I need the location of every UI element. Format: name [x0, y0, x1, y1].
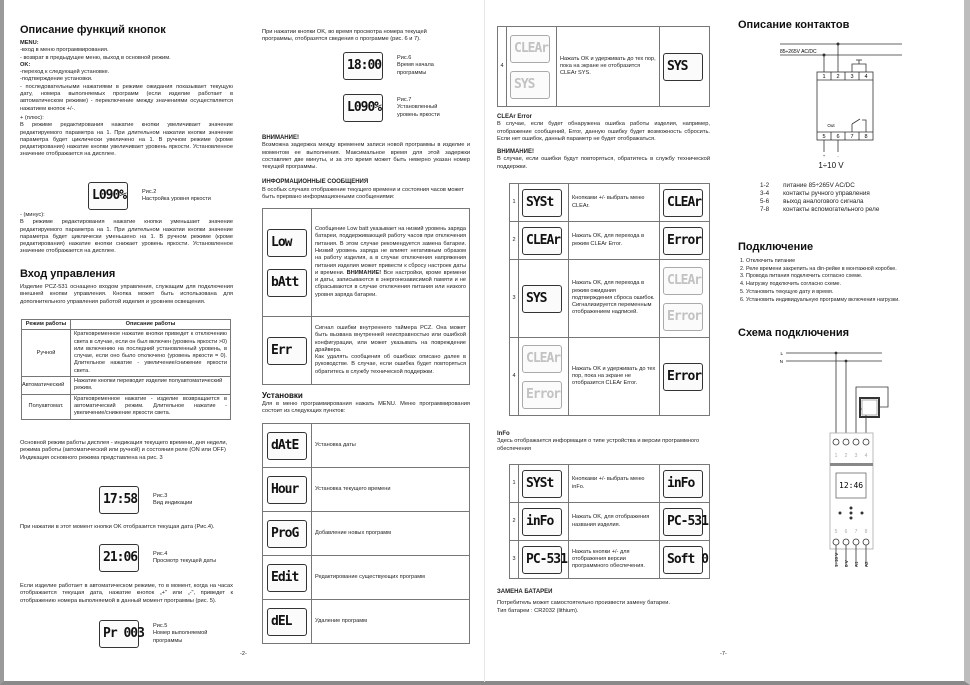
table-row	[510, 184, 710, 222]
lcd-display: SYS	[510, 71, 550, 99]
figure-5	[99, 620, 213, 648]
auto-mode-text: Если изделие работает в автоматическом режиме, то в момент, когда на часах отображается текущая дата, нажатие кнопок „+" или „-", приведет к отображению номера выполняемой в данный момент программы (рис. 5).	[20, 583, 233, 604]
mode-cell: Автоматический	[22, 377, 71, 395]
figure-4	[99, 544, 216, 572]
settings-item-label: Добавление новых программ	[312, 512, 470, 556]
terminal-label: 2	[836, 74, 840, 80]
lcd-display: Error	[663, 363, 703, 391]
terminal-label: 7	[854, 529, 858, 535]
table-row	[510, 503, 710, 541]
table-row	[263, 600, 470, 644]
lcd-display: bAtt	[267, 269, 307, 297]
description-cell: Нажатие кнопки переводит изделие полуавтоматический режим.	[71, 377, 231, 395]
display-cell	[263, 209, 312, 317]
output-label: A2	[864, 561, 869, 567]
contacts-legend	[760, 182, 893, 214]
lcd-display: PC-531	[663, 508, 703, 536]
terminal-label: 5	[834, 529, 838, 535]
legend-row	[760, 190, 893, 198]
lcd-display: 17:58	[99, 486, 139, 514]
text-cell	[312, 317, 470, 385]
mode-cell: Ручной	[22, 330, 71, 377]
table-row	[510, 465, 710, 503]
lcd-display: L090%	[88, 182, 128, 210]
terminal-label: 5	[822, 134, 826, 140]
terminal-label: 8	[864, 529, 868, 535]
figure-number: Рис.6	[397, 54, 412, 61]
info-messages-table	[262, 208, 470, 385]
figure-number: Рис.7	[397, 96, 412, 103]
terminal-description: выход аналогового сигнала	[783, 198, 864, 205]
wiring-diagram	[780, 345, 900, 570]
clear-sys-table	[497, 26, 710, 107]
table-row	[263, 424, 470, 468]
buttons-section	[20, 24, 233, 159]
figure-caption: Вид индикации	[153, 500, 193, 506]
description-cell: Кратковременное нажатие кнопки приведет к отключению света в случае, если он был включен (уровень яркости >0) или включению на последний установленный уровень, в случае, если оно было отключено (уровень яркости = 0). Длительное нажатие - увеличение/снижение яркости света.	[71, 330, 231, 377]
step-text: Кнопками +/- выбрать меню CLEAr.	[569, 184, 660, 222]
table-row	[510, 222, 710, 260]
info-text: Здесь отображается информация о типе устройства и версии программного обеспечения	[497, 438, 700, 452]
terminal-label: 3	[850, 74, 854, 80]
output-label: 1÷10 V	[834, 552, 839, 567]
attention-text: Возможна задержка между временем записи новой программы в изделие и моментом ее выполнения. Максимальное время для этой задержки составляет две минуты, и за это время может быть неверно указан номер текущей программы.	[262, 142, 470, 171]
connection-section	[738, 241, 960, 304]
terminal-label: 2	[844, 453, 848, 459]
attention-section	[262, 135, 470, 201]
ok-label: OK:	[20, 61, 31, 68]
main-mode-text: Основной режим работы дисплея - индикация текущего времени, дня недели, режима работы (автоматический или ручной) и состояния реле (ON или OFF)	[20, 440, 228, 454]
terminal-pair: 1-2	[760, 182, 770, 189]
table-row	[263, 556, 470, 600]
clear-error-section	[497, 114, 710, 171]
terminal-label: 7	[850, 134, 854, 140]
clear-error-table	[509, 183, 710, 416]
analog-label: 1÷10 V	[818, 161, 844, 170]
step-text: Кнопками +/- выбрать меню inFo.	[569, 465, 660, 503]
menu-item: - возврат в предыдущее меню, выход в основной режим.	[20, 54, 171, 61]
main-mode-ref: Индикация основного режима представлена на рис. 3	[20, 454, 163, 461]
battery-type: Тип батареи : CR2032 (lithium).	[497, 607, 579, 614]
connection-step: 3. Провода питания подключить согласно схеме.	[746, 273, 960, 281]
figure-number: Рис.5	[153, 622, 168, 629]
settings-section	[262, 391, 470, 416]
figure-caption: Время начала программы	[397, 62, 434, 76]
lcd-display: inFo	[663, 470, 703, 498]
step-number: 1	[510, 465, 519, 503]
minus-text: В режиме редактирования нажатие кнопки уменьшает значение редактируемого параметра на 1. При длительном нажатии кнопки значение параметра будет циклически уменьшено на 1. В ручном режиме (кроме редактирования) нажатие кнопки снижает уровень яркости. Установленное значение отображается на дисплее.	[20, 219, 233, 255]
step-text: Нажать OK, для перехода в режим ожидания подтверждения сброса ошибок. Сигнализируется переменным отображением надписей.	[569, 260, 660, 338]
attention-text: Все настройки, кроме времени и даты, записываются в энергонезависимой памяти и не сбрасываются в случае отключения питания или низкого уровня заряда батареи.	[315, 269, 467, 298]
connection-step: 2. Реле времени закрепить на din-рейке в монтажной коробке.	[746, 266, 960, 274]
settings-text: Для в меню программирования нажать MENU. Меню программирования состоит из следующих пунктов:	[262, 401, 470, 415]
table-row	[263, 512, 470, 556]
terminal-label: 1	[834, 453, 838, 459]
ok-button[interactable]	[850, 512, 853, 515]
lcd-display: Soft 0	[663, 546, 703, 574]
lcd-display: 21:06	[99, 544, 139, 572]
lcd-display: CLEAr	[522, 227, 562, 255]
ok-item: -подтверждение установки.	[20, 76, 93, 83]
connection-step: 6. Установить индивидуальную программу включения нагрузки.	[746, 297, 960, 305]
legend-row	[760, 206, 893, 214]
table-row	[22, 394, 231, 419]
settings-item-label: Редактирование существующих программ	[312, 556, 470, 600]
lcd-display: PC-531	[522, 546, 562, 574]
settings-item-label: Установка даты	[312, 424, 470, 468]
lcd-display: CLEAr	[663, 189, 703, 217]
figure-caption: Просмотр текущей даты	[153, 558, 217, 564]
step-text: Нажать OK и удерживать до тех пор, пока на экране не отобразится CLEAr Error.	[569, 338, 660, 416]
table-row	[22, 330, 231, 377]
figure-3	[99, 486, 192, 514]
buttons-title: Описание функций кнопок	[20, 24, 166, 36]
terminal-label: 6	[836, 134, 840, 140]
attention-title: ВНИМАНИЕ!	[497, 149, 534, 156]
table-row	[510, 260, 710, 338]
step-text: Нажать OK, для отображения названия изделия.	[569, 503, 660, 541]
low-batt-text: Сообщение Low batt указывает на низкий уровень заряда батареи, поддерживающей работу часов при отключения питания. В этом случае рекомендуется замена батареи. Низкий уровень заряда не влияет негативным образом на работу изделия, а в случае отключения напряжения питания изделия может привести к сбросу настроек даты и времени.	[315, 226, 466, 276]
lcd-display: SYS	[663, 53, 703, 81]
lcd-display: Err	[267, 337, 307, 365]
figure-caption: Настройка уровня яркости	[142, 196, 211, 202]
attention-text: В случае, если ошибки будут повторяться, обратитесь в службу технической поддержки.	[497, 156, 710, 170]
terminal-label: 1	[822, 74, 826, 80]
attention-title: ВНИМАНИЕ!	[262, 135, 299, 141]
menu-item: -вход в меню программирования.	[20, 47, 109, 54]
lcd-display: 18:00	[343, 52, 383, 80]
lcd-display: Error	[663, 303, 703, 331]
terminal-label: 3	[854, 453, 858, 459]
step-number: 2	[510, 222, 519, 260]
lcd-display: Hour	[267, 476, 307, 504]
terminal-pair: 5-6	[760, 198, 770, 205]
terminal-description: питание 85÷265V AC/DC	[783, 182, 855, 189]
neutral-label: N	[779, 359, 783, 364]
page-number: -7-	[720, 651, 727, 657]
lcd-display: Error	[522, 381, 562, 409]
info-messages-title: ИНФОРМАЦИОННЫЕ СООБЩЕНИЯ	[262, 179, 369, 186]
terminal-description: контакты ручного управления	[783, 190, 870, 197]
terminal-label: 8	[864, 134, 868, 140]
page-number: -2-	[240, 651, 247, 657]
out-label: Out	[827, 123, 835, 128]
figure-6	[343, 52, 447, 80]
error-text: Как удалять сообщения об ошибках описано далее в руководстве. В случае, если ошибка будет повторяться обратитесь в службу технической поддержки.	[315, 354, 466, 375]
battery-section	[497, 589, 710, 615]
wiring-title: Схема подключения	[738, 327, 850, 339]
settings-item-label: Удаление программ	[312, 600, 470, 644]
connection-step: 5. Установить текущую дату и время.	[746, 289, 960, 297]
figure-2	[88, 182, 211, 210]
figure-7	[343, 94, 452, 122]
supply-label: 85÷265V AC/DC	[780, 49, 817, 55]
lcd-display: Edit	[267, 564, 307, 592]
plus-button[interactable]	[861, 512, 864, 515]
page-divider	[484, 0, 485, 682]
contacts-title: Описание контактов	[738, 19, 850, 31]
menu-label: MENU:	[20, 40, 39, 46]
connection-title: Подключение	[738, 241, 814, 253]
down-button[interactable]	[850, 517, 853, 520]
attention-label: ВНИМАНИЕ!	[346, 269, 382, 276]
terminal-pair: 3-4	[760, 190, 770, 197]
battery-text: Потребитель может самостоятельно произвести замену батареи.	[497, 600, 671, 607]
control-section	[20, 268, 233, 306]
lcd-display: CLEAr	[522, 345, 562, 373]
contacts-diagram	[780, 40, 960, 174]
settings-title: Установки	[262, 391, 303, 400]
lcd-display: CLEAr	[663, 267, 703, 295]
output-label: A1	[854, 561, 859, 567]
ok-date-text: При нажатии в этот момент кнопки OK отобразится текущая дата (Рис.4).	[20, 524, 215, 530]
figure-number: Рис.3	[153, 492, 168, 499]
legend-row	[760, 182, 893, 190]
up-button[interactable]	[850, 507, 853, 510]
legend-row	[760, 198, 893, 206]
step-text: Нажать OK и удерживать до тех пор, пока на экране не отобразится CLEAr SYS.	[557, 27, 660, 107]
table-row	[22, 377, 231, 395]
display-cell	[263, 317, 312, 385]
main-mode-section	[20, 440, 233, 462]
mode-cell: Полуавтомат.	[22, 394, 71, 419]
battery-title: ЗАМЕНА БАТАРЕИ	[497, 589, 553, 595]
terminal-label: 4	[864, 74, 868, 80]
header-description: Описание работы	[71, 320, 231, 330]
step-text: Нажать кнопки +/- для отображения версии программного обеспечения.	[569, 541, 660, 579]
table-row	[498, 27, 710, 107]
lcd-display: Error	[663, 227, 703, 255]
text-cell	[312, 209, 470, 317]
lcd-display: SYSt	[522, 470, 562, 498]
lcd-display: Low	[267, 229, 307, 257]
connection-step: 4. Нагрузку подключить согласно схеме.	[746, 281, 960, 289]
error-text: Сигнал ошибки внутреннего таймера PCZ. Она может быть вызвана внутренней неисправностью или ошибкой конфигурации, или может указывать на повреждение драйвера.	[315, 324, 466, 353]
lcd-display: SYSt	[522, 189, 562, 217]
lcd-display: dAtE	[267, 432, 307, 460]
step-text: Нажать OK, для перехода в режим CLEAr Error.	[569, 222, 660, 260]
menu-button[interactable]	[839, 512, 842, 515]
connection-step: 1. Отключить питание	[746, 258, 960, 266]
terminal-label: 4	[864, 453, 868, 459]
figure-number: Рис.2	[142, 188, 157, 195]
table-row	[263, 317, 470, 385]
lcd-display: ProG	[267, 520, 307, 548]
minus-section	[20, 212, 233, 256]
minus-sign: -	[837, 153, 839, 158]
step-number: 1	[510, 184, 519, 222]
table-row	[510, 338, 710, 416]
terminal-label: 6	[844, 529, 848, 535]
step-number: 4	[510, 338, 519, 416]
minus-label: - (минус):	[20, 212, 45, 218]
figure-caption: Установленный уровень яркости	[397, 104, 440, 118]
lcd-display: Pr 003	[99, 620, 139, 648]
info-messages-text: В особых случаях отображение текущего времени и состояния часов может быть прервано информационными сообщениями:	[262, 186, 464, 201]
output-label: 0 V	[844, 560, 849, 567]
mode-table	[21, 319, 231, 420]
control-text: Изделие PCZ-531 оснащено входом управления, служащим для подключения внешней кнопки управления. Кнопка может быть использована для дополнительного управления работой изделия и уровнем освещения.	[20, 284, 233, 305]
ok-program-text: При нажатии кнопки OK, во время просмотра номера текущей программы, отобразятся сведения о программе (рис. 6 и 7).	[262, 29, 427, 43]
step-number: 3	[510, 541, 519, 579]
figure-caption: Номер выполняемой программы	[153, 630, 208, 644]
figure-number: Рис.4	[153, 550, 168, 557]
settings-item-label: Установка текущего времени	[312, 468, 470, 512]
ok-item: -переход к следующей установке.	[20, 69, 110, 76]
lcd-display: L090%	[343, 94, 383, 122]
terminal-pair: 7-8	[760, 206, 770, 213]
clear-error-text: В случае, если будет обнаружена ошибка работы изделия, например, отображение сообщений, Error, данную ошибку будет возможность сбросить. Если нет ошибок, данный параметр не будет отображаться.	[497, 121, 710, 142]
header-mode: Режим работы	[22, 320, 71, 330]
lcd-display: CLEAr	[510, 35, 550, 63]
info-title: InFo	[497, 431, 510, 437]
lcd-display: SYS	[522, 285, 562, 313]
plus-text: В режиме редактирования нажатие кнопки увеличивает значение редактируемого параметра на 1. При длительном нажатии кнопки значение параметра будет циклически увеличено на 1. В ручном режиме (кроме редактирования) нажатие кнопки увеличивает уровень яркости. Установленное значение отображается на дисплее.	[20, 122, 233, 158]
lcd-display: inFo	[522, 508, 562, 536]
table-row	[263, 468, 470, 512]
info-table	[509, 464, 710, 579]
clear-error-title: CLEAr Error	[497, 114, 533, 120]
step-number: 3	[510, 260, 519, 338]
info-section	[497, 431, 710, 453]
table-row	[510, 541, 710, 579]
line-label: L	[780, 351, 783, 356]
terminal-description: контакты вспомогательного реле	[783, 206, 880, 213]
plus-sign: +	[822, 153, 826, 158]
table-row	[263, 209, 470, 317]
step-number: 4	[498, 27, 507, 107]
ok-item: - последовательными нажатиями в режиме ожидания показывает текущую дату, номера выполняемых программ (если изделие работает в автоматическом режиме) - переключение между значениями осуществляется нажатием кнопок +/-.	[20, 83, 233, 112]
plus-label: + (плюс):	[20, 114, 44, 121]
lcd-display: dEL	[267, 608, 307, 636]
settings-table	[262, 423, 470, 644]
control-title: Вход управления	[20, 268, 116, 280]
description-cell: Кратковременное нажатие - изделие возвращается в автоматический режим. Длительное нажатие - увеличение/снижение яркости света.	[71, 394, 231, 419]
step-number: 2	[510, 503, 519, 541]
device-display: 12:46	[839, 481, 864, 490]
